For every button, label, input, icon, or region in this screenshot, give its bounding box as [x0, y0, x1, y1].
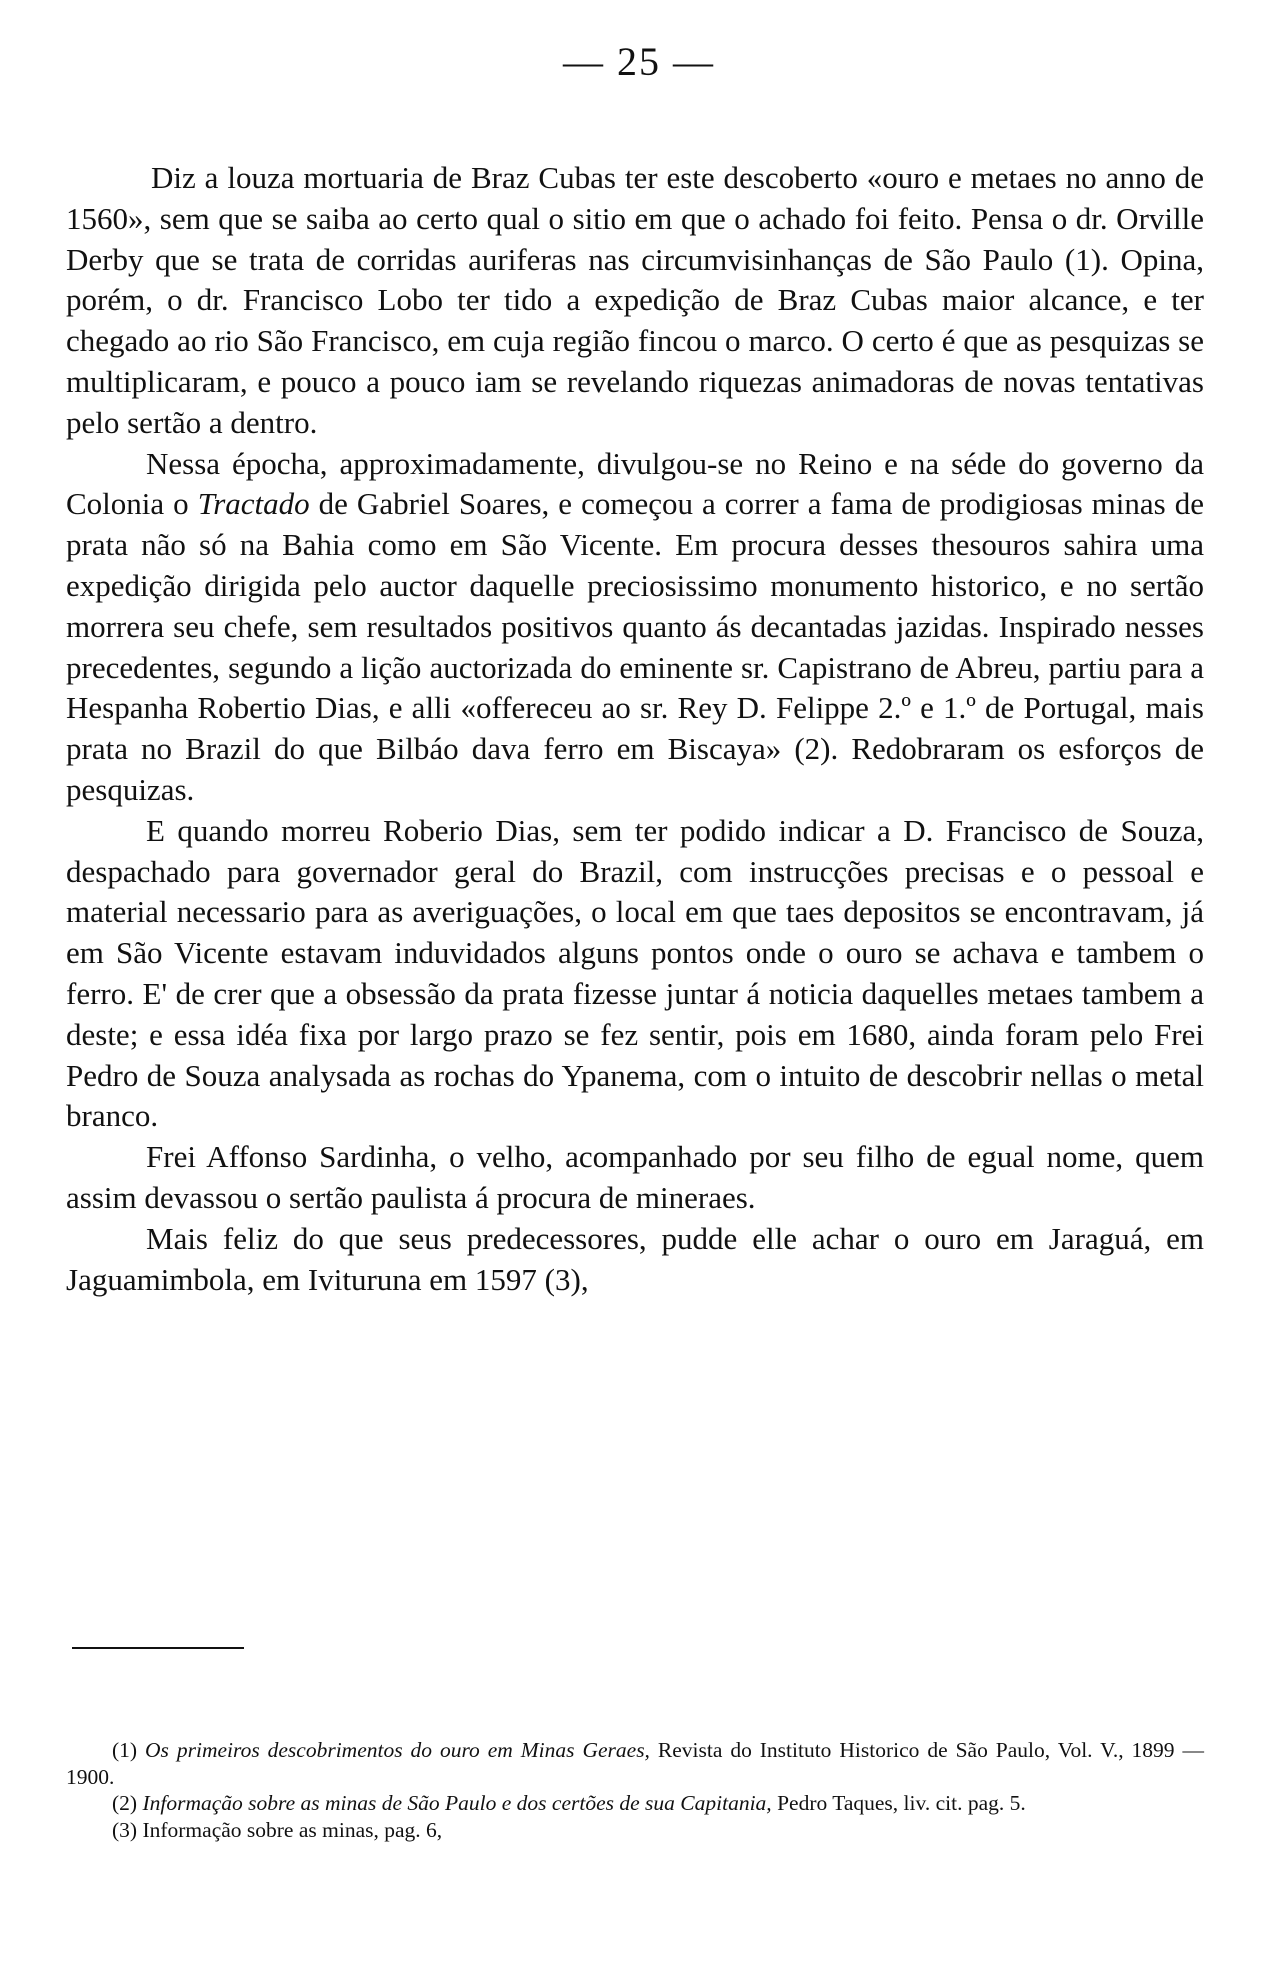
- footnote-1-title: Os primeiros descobrimentos do ouro em Minas Geraes,: [145, 1738, 650, 1762]
- footnote-1: [66, 1737, 1204, 1790]
- paragraph-2-text-after: de Gabriel Soares, e começou a correr a fama de prodigiosas minas de prata não só na Bahia como em São Vicente. Em procura desses thesouros sahira uma expedição dirigida pelo auctor daquelle preciosissimo monumento historico, e no sertão morrera seu chefe, sem resultados positivos quanto ás decantadas jazidas. Inspirado nesses precedentes, segundo a lição auctorizada do eminente sr. Capistrano de Abreu, partiu para a Hespanha Robertio Dias, e alli «offereceu ao sr. Rey D. Felippe 2.º e 1.º de Portugal, mais prata no Brazil do que Bilbáo dava ferro em Biscaya» (2). Redobraram os esforços de pesquizas.: [66, 486, 1204, 807]
- footnote-1-marker: (1): [112, 1738, 138, 1762]
- paragraph-2-text-before: Nessa épocha, approximadamente, divulgou-se no Reino e na séde do governo da Colonia o: [66, 445, 1204, 522]
- paragraph-2: [66, 444, 1204, 811]
- footnote-2-marker: (2): [112, 1791, 138, 1815]
- footnote-3: [66, 1817, 1204, 1844]
- footnote-2-title: Informação sobre as minas de São Paulo e dos certões de sua Capitania,: [142, 1791, 772, 1815]
- footnote-3-marker: (3): [112, 1817, 138, 1842]
- paragraph-5: Mais feliz do que seus predecessores, pudde elle achar o ouro em Jaraguá, em Jaguamimbola, em Ivituruna em 1597 (3),: [66, 1220, 1204, 1297]
- footnote-divider: [72, 1647, 244, 1649]
- paragraph-2-italic-title: Tractado: [197, 486, 310, 522]
- paragraph-1: Diz a louza mortuaria de Braz Cubas ter este descoberto «ouro e metaes no anno de 1560», sem que se saiba ao certo qual o sitio em que o achado foi feito. Pensa o dr. Orville Derby que se trata de corridas auriferas nas circumvisinhanças de São Paulo (1). Opina, porém, o dr. Francisco Lobo ter tido a expedição de Braz Cubas maior alcance, e ter chegado ao rio São Francisco, em cuja região fincou o marco. O certo é que as pesquizas se multiplicaram, e pouco a pouco iam se revelando riquezas animadoras de novas tentativas pelo sertão a dentro.: [66, 160, 1204, 440]
- body-text: [66, 158, 1204, 1300]
- footnote-2: [66, 1790, 1204, 1817]
- page-number: — 25 —: [563, 39, 715, 84]
- footnotes: [66, 1737, 1204, 1843]
- footnote-2-source: Pedro Taques, liv. cit. pag. 5.: [771, 1791, 1026, 1815]
- paragraph-3: E quando morreu Roberio Dias, sem ter podido indicar a D. Francisco de Souza, despachado para governador geral do Brazil, com instrucções precisas e o pessoal e material necessario para as averiguações, o local em que taes depositos se encontravam, já em São Vicente estavam induvidados alguns pontos onde o ouro se achava e tambem o ferro. E' de crer que a obsessão da prata fizesse juntar á noticia daquelles metaes tambem a deste; e essa idéa fixa por largo prazo se fez sentir, pois em 1680, ainda foram pelo Frei Pedro de Souza analysada as rochas do Ypanema, com o intuito de descobrir nellas o metal branco.: [66, 812, 1204, 1134]
- footnote-1-source: Revista do Instituto Historico de São Paulo, Vol. V., 1899 — 1900.: [66, 1738, 1204, 1789]
- paragraph-4: Frei Affonso Sardinha, o velho, acompanhado por seu filho de egual nome, quem assim devassou o sertão paulista á procura de mineraes.: [66, 1139, 1204, 1215]
- footnote-3-source: Informação sobre as minas, pag. 6,: [137, 1817, 443, 1842]
